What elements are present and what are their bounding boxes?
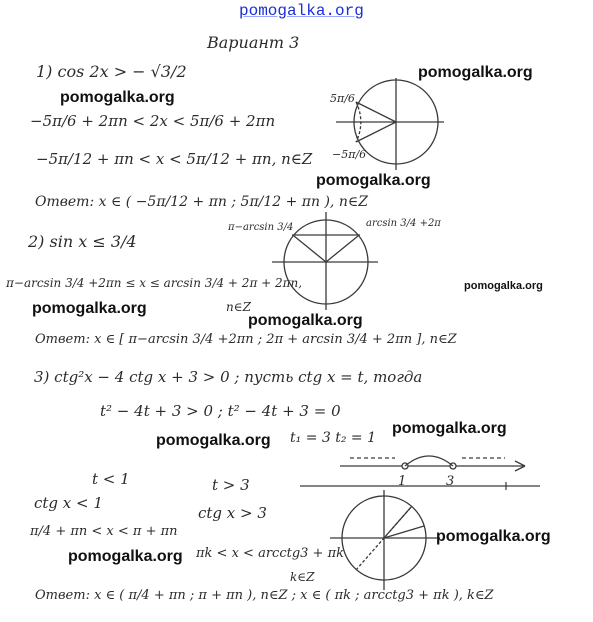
case1-t: t < 1 xyxy=(92,470,130,488)
watermark: pomogalka.org xyxy=(68,548,183,565)
case2-interval: πk < x < arcctg3 + πk xyxy=(196,546,344,561)
case1-ctg: ctg x < 1 xyxy=(34,494,103,512)
circle2-label-left: π−arcsin 3/4 xyxy=(228,222,294,233)
number-line-t xyxy=(340,456,525,471)
problem2-n-note: n∈Z xyxy=(226,300,251,314)
problem3-roots: t₁ = 3 t₂ = 1 xyxy=(290,430,377,446)
watermark: pomogalka.org xyxy=(156,432,271,449)
watermark: pomogalka.org xyxy=(60,89,175,106)
circle1-label-bottom: −5π/6 xyxy=(332,148,367,161)
site-header[interactable]: pomogalka.org xyxy=(239,2,364,20)
problem1-answer: Ответ: x ∈ ( −5π/12 + πn ; 5π/12 + πn ), n∈Z xyxy=(35,194,368,210)
circle1-label-top: 5π/6 xyxy=(330,92,355,105)
problem3-answer: Ответ: x ∈ ( π/4 + πn ; π + πn ), n∈Z ; x ∈ ( πk ; arcctg3 + πk ), k∈Z xyxy=(35,588,494,603)
problem1-step2: −5π/12 + πn < x < 5π/12 + πn, n∈Z xyxy=(36,150,313,168)
problem2-answer: Ответ: x ∈ [ π−arcsin 3/4 +2πn ; 2π + arcsin 3/4 + 2πn ], n∈Z xyxy=(35,332,457,347)
watermark: pomogalka.org xyxy=(464,280,543,292)
watermark: pomogalka.org xyxy=(316,172,431,189)
axis-label-1: 1 xyxy=(398,474,407,489)
k-note: k∈Z xyxy=(290,570,315,584)
problem1-step1: −5π/6 + 2πn < 2x < 5π/6 + 2πn xyxy=(30,112,276,130)
problem2-statement: 2) sin x ≤ 3/4 xyxy=(28,232,137,251)
watermark: pomogalka.org xyxy=(418,64,533,81)
problem3-quadratic: t² − 4t + 3 > 0 ; t² − 4t + 3 = 0 xyxy=(100,402,341,420)
ctg-axis xyxy=(300,482,540,490)
problem3-statement: 3) ctg²x − 4 ctg x + 3 > 0 ; пусть ctg x = t, тогда xyxy=(34,368,423,386)
watermark: pomogalka.org xyxy=(392,420,507,437)
circle2-label-right: arcsin 3/4 +2π xyxy=(366,218,441,229)
case1-interval: π/4 + πn < x < π + πn xyxy=(30,524,178,539)
unit-circle-3 xyxy=(330,490,440,590)
watermark: pomogalka.org xyxy=(436,528,551,545)
case2-ctg: ctg x > 3 xyxy=(198,504,267,522)
watermark: pomogalka.org xyxy=(248,312,363,329)
case2-t: t > 3 xyxy=(212,476,250,494)
axis-label-3: 3 xyxy=(446,474,455,489)
page-title: Вариант 3 xyxy=(207,33,300,52)
problem2-inequality: π−arcsin 3/4 +2πn ≤ x ≤ arcsin 3/4 + 2π + 2πn, xyxy=(6,276,303,290)
watermark: pomogalka.org xyxy=(32,300,147,317)
problem1-statement: 1) cos 2x > − √3/2 xyxy=(36,62,187,81)
